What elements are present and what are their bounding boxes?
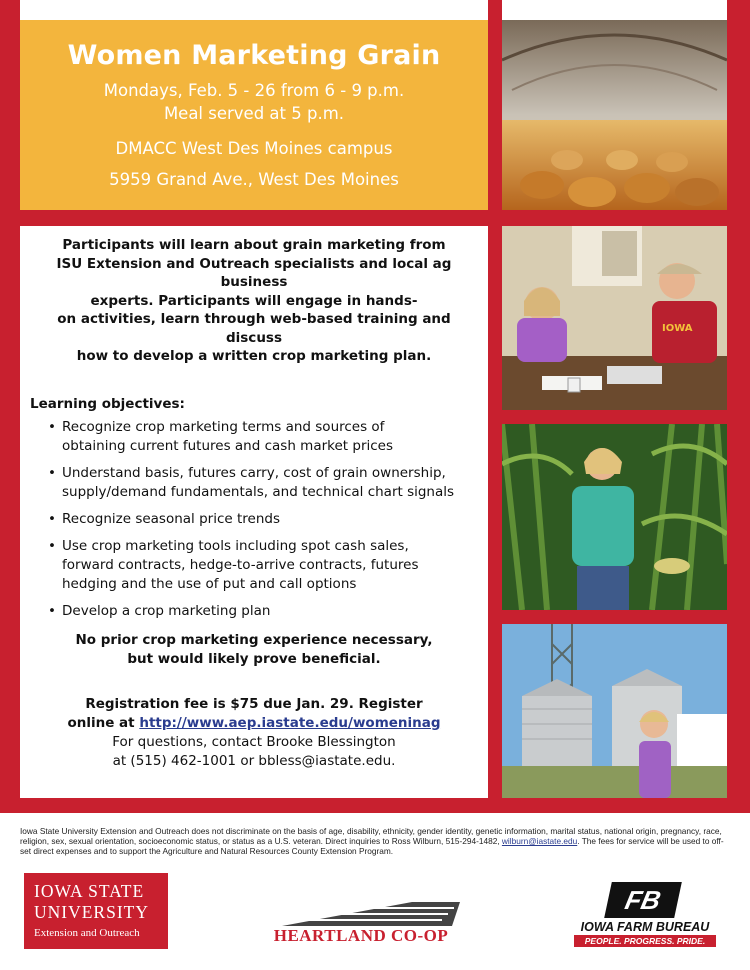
iowa-farm-bureau-logo [566,882,724,948]
intro-line: experts. Participants will engage in hands- [90,292,418,309]
objective-line: • Recognize crop marketing terms and sources of [62,418,385,435]
event-details [20,226,488,798]
grain-bin-photo [502,20,727,210]
isu-logo-line: IOWA STATE [34,881,145,901]
ifb-name: IOWA FARM BUREAU [580,920,710,934]
event-meal: Meal served at 5 p.m. [163,104,345,123]
objective-line: • Recognize seasonal price trends [62,510,280,527]
red-frame-photo-gap-1 [488,410,750,424]
registration-info [20,695,488,771]
isu-extension-logo [24,873,168,949]
event-title: Women Marketing Grain [67,40,441,71]
list-item [20,602,478,621]
objective-line: obtaining current futures and cash market prices [62,437,394,454]
objective-line: • Develop a crop marketing plan [62,602,271,619]
red-frame-bottom [0,798,750,813]
objective-line: • Understand basis, futures carry, cost of grain ownership, [62,464,446,481]
note-line: No prior crop marketing experience necessary, [75,631,433,648]
objective-line: supply/demand fundamentals, and technical chart signals [62,483,455,500]
heartland-stripes-icon [262,898,460,928]
intro-line: on activities, learn through web-based training and discuss [57,311,451,346]
list-item [20,537,478,594]
cornfield-photo [502,424,727,610]
intro-line: ISU Extension and Outreach specialists and local ag business [56,255,452,290]
list-item [20,510,478,529]
email-link[interactable]: wilburn@iastate.edu [501,836,578,846]
ifb-tagline: PEOPLE. PROGRESS. PRIDE. [574,935,716,947]
meeting-photo [502,226,727,410]
list-item [20,464,478,502]
heartland-name: HEARTLAND CO-OP [273,926,449,945]
intro-paragraph [28,236,480,366]
nondiscrimination-statement: Iowa State University Extension and Outreach does not discriminate on the basis of age, disability, ethnicity, gender identity, genetic information, marital status, national origin, pregnancy, race, religion, sex, sexual orientation, socioeconomic status, or status as a U.S. veteran. Direct inquiries to Ross Wilburn, 515-294-1482, wilburn@iastate.edu. The fees for service will be used to off-set direct expenses and to support the Agriculture and Natural Resources County Extension Program. [20,826,724,856]
heartland-coop-logo [262,898,460,950]
contact-line: For questions, contact Brooke Blessington [112,733,396,750]
intro-line: how to develop a written crop marketing plan. [76,348,432,364]
isu-logo-line: UNIVERSITY [34,902,149,922]
registration-fee: Registration fee is $75 due Jan. 29. Register [85,695,423,712]
objective-line: hedging and the use of put and call options [62,575,357,592]
contact-details: at (515) 462-1001 or bbless@iastate.edu. [112,752,396,769]
objectives-heading: Learning objectives: [30,395,185,412]
registration-online: online at http://www.aep.iastate.edu/womeninag [67,714,441,731]
objective-line: • Use crop marketing tools including spot cash sales, [62,537,409,554]
experience-note [20,631,488,669]
red-frame-divider-top [0,210,750,226]
objectives-list [20,418,488,621]
red-frame-left [0,0,20,813]
svg-text:IOWA: IOWA [662,323,693,334]
red-frame-right [727,0,750,813]
event-header [20,20,488,210]
grain-elevator-photo [502,624,727,798]
red-frame-photo-gap-2 [488,610,750,624]
event-schedule: Mondays, Feb. 5 - 26 from 6 - 9 p.m. [103,81,405,100]
isu-logo-subline: Extension and Outreach [34,927,140,939]
note-line: but would likely prove beneficial. [127,650,381,667]
event-address: 5959 Grand Ave., West Des Moines [109,170,399,189]
registration-link[interactable]: http://www.aep.iastate.edu/womeninag [139,714,441,731]
event-campus: DMACC West Des Moines campus [115,139,393,158]
list-item [20,418,478,456]
objective-line: forward contracts, hedge-to-arrive contracts, futures [62,556,419,573]
intro-line: Participants will learn about grain marketing from [62,237,446,253]
fb-mark-icon: FB [604,882,682,918]
red-frame-divider-vertical [488,0,502,813]
